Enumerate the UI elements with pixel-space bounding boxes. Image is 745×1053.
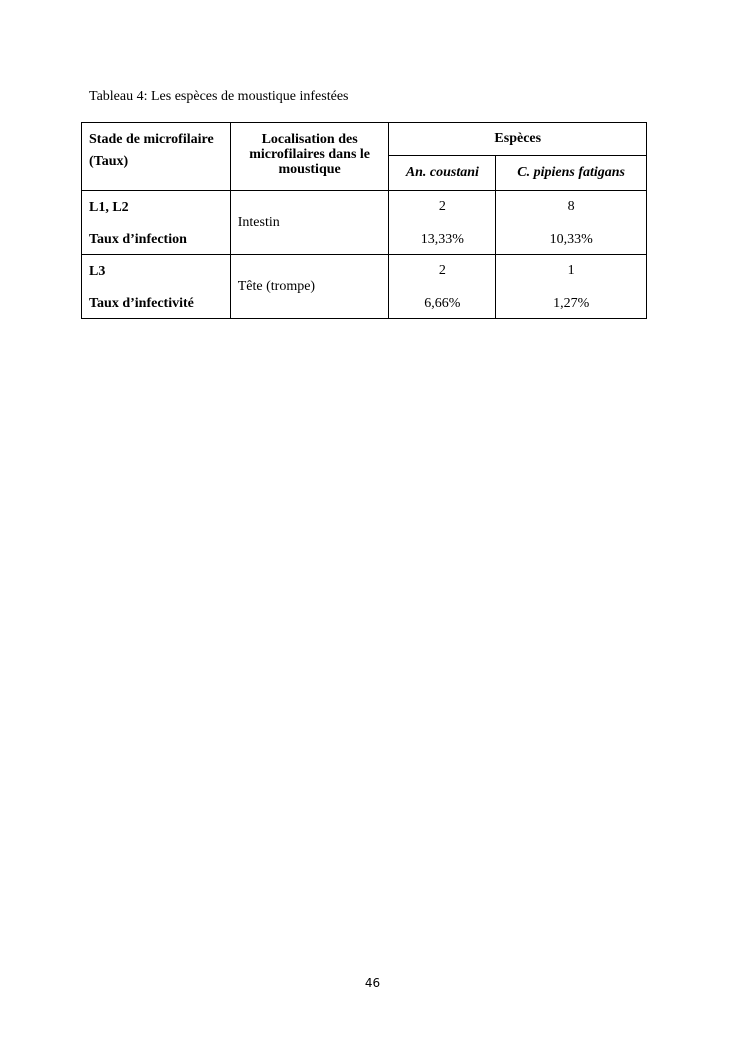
table-row <box>82 255 647 319</box>
table-row <box>82 191 647 255</box>
rate-value: 1,27% <box>553 296 590 311</box>
count-value: 1 <box>567 263 575 278</box>
localisation-cell <box>230 255 389 319</box>
header-species-an-coustani: An. coustani <box>389 156 496 191</box>
header-stade <box>82 123 231 191</box>
rate-label: Taux d’infectivité <box>89 296 194 311</box>
count-value: 2 <box>438 263 446 278</box>
rate-label: Taux d’infection <box>89 232 187 247</box>
mosquito-species-table <box>81 122 647 319</box>
value-cell <box>496 191 647 255</box>
localisation-value: Intestin <box>237 215 280 230</box>
rate-value: 13,33% <box>420 232 464 247</box>
stage-label: L1, L2 <box>89 200 129 215</box>
rate-value: 10,33% <box>549 232 593 247</box>
value-cell <box>496 255 647 319</box>
header-stade-line2: (Taux) <box>89 154 129 169</box>
stage-cell <box>82 255 231 319</box>
header-localisation: Localisation des microfilaires dans le moustique <box>230 123 389 191</box>
header-stade-line1: Stade de microfilaire <box>89 132 214 147</box>
value-cell <box>389 191 496 255</box>
table-caption: Tableau 4: Les espèces de moustique infestées <box>89 89 349 104</box>
count-value: 8 <box>567 199 575 214</box>
value-cell <box>389 255 496 319</box>
localisation-cell <box>230 191 389 255</box>
page-number: 46 <box>364 976 381 990</box>
header-especes: Espèces <box>389 123 647 156</box>
header-species-c-pipiens: C. pipiens fatigans <box>496 156 647 191</box>
rate-value: 6,66% <box>424 296 461 311</box>
localisation-value: Tête (trompe) <box>237 279 316 294</box>
stage-label: L3 <box>89 264 106 279</box>
stage-cell <box>82 191 231 255</box>
count-value: 2 <box>438 199 446 214</box>
